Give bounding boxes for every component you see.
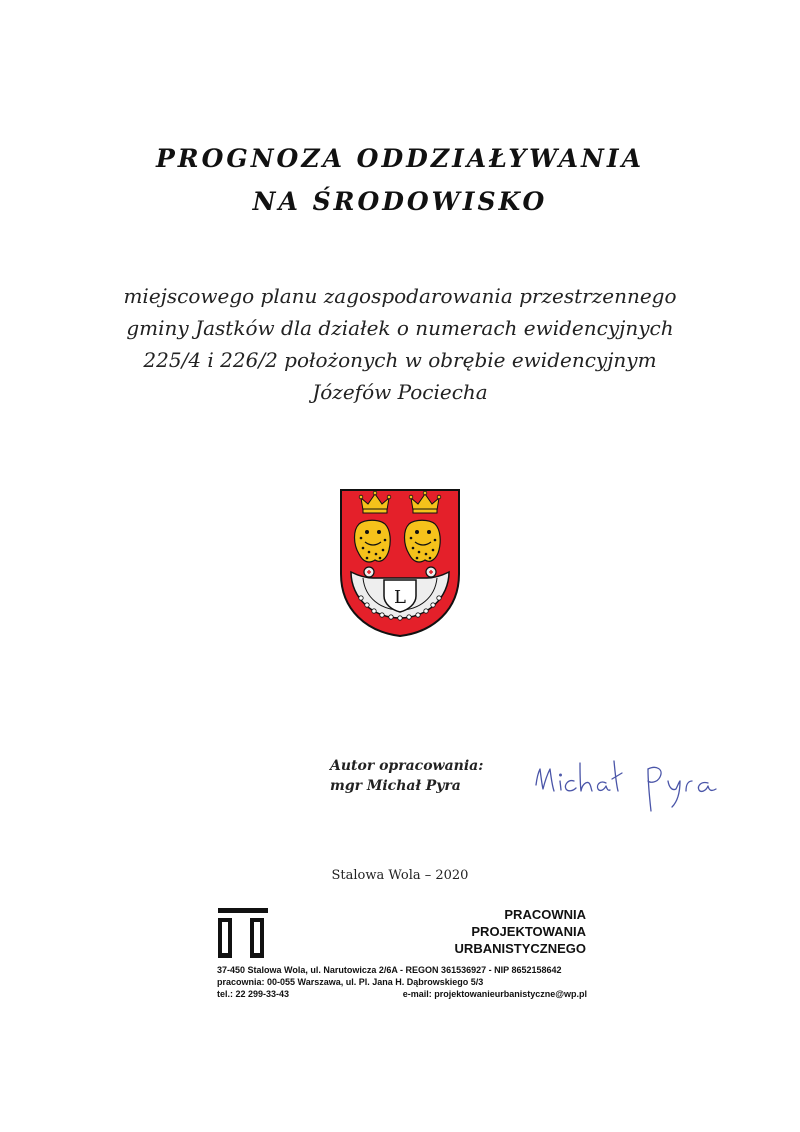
address-line: 37-450 Stalowa Wola, ul. Narutowicza 2/6A - REGON 361536927 - NIP 8652158642 [217, 965, 562, 975]
firm-name-line: PRACOWNIA [504, 907, 586, 922]
document-title-line2: NA ŚRODOWISKO [252, 187, 548, 216]
emblem-letter: L [394, 587, 406, 608]
place-and-date: Stalowa Wola – 2020 [331, 868, 469, 883]
firm-name [420, 906, 586, 957]
phone-number: tel.: 22 299-33-43 [217, 989, 290, 999]
firm-name-line: URBANISTYCZNEGO [454, 941, 586, 956]
subtitle-line: miejscowego planu zagospodarowania przestrzennego [123, 284, 677, 308]
coat-of-arms-emblem [337, 486, 463, 638]
pracownia-logo-icon [218, 908, 268, 958]
document-title-line1: PROGNOZA ODDZIAŁYWANIA [156, 144, 644, 173]
handwritten-signature [530, 755, 720, 817]
author-label: Autor opracowania: [330, 758, 484, 774]
subtitle-line: Józefów Pociecha [312, 380, 488, 404]
subtitle-line: gminy Jastków dla działek o numerach ewidencyjnych [126, 316, 674, 340]
author-name: mgr Michał Pyra [330, 778, 461, 794]
author-block [330, 756, 483, 796]
subtitle-line: 225/4 i 226/2 położonych w obrębie ewidencyjnym [143, 348, 657, 372]
contact-info [217, 964, 587, 1000]
email-address: e-mail: projektowanieurbanistyczne@wp.pl [402, 989, 587, 999]
contact-row [217, 988, 587, 1000]
firm-name-line: PROJEKTOWANIA [471, 924, 586, 939]
document-subtitle [60, 280, 740, 408]
office-line: pracownia: 00-055 Warszawa, ul. Pl. Jana H. Dąbrowskiego 5/3 [217, 977, 484, 987]
